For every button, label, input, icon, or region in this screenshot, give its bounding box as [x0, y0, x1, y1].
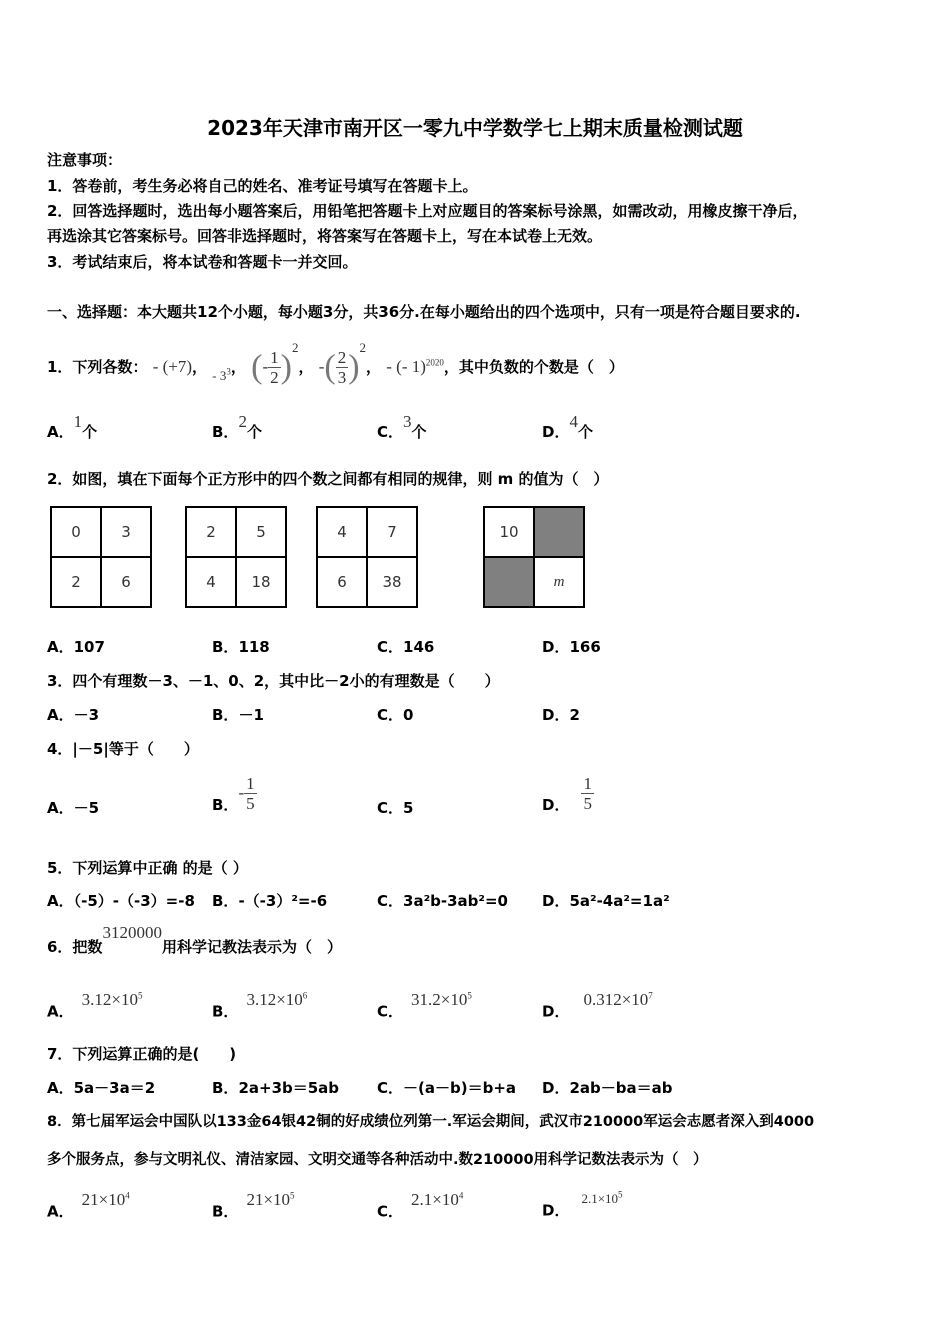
question-8: 8．第七届军运会中国队以133金64银42铜的好成绩位列第一.军运会期间，武汉市210000军运会志愿者深入到4000	[47, 1114, 815, 1130]
shaded-cell	[534, 507, 584, 557]
question-7: 7．下列运算正确的是( )	[47, 1045, 237, 1063]
fraction: $\frac{1}{5}$	[246, 774, 255, 813]
number-square: 2 5 4 18	[185, 506, 287, 608]
number-square: 4 7 6 38	[316, 506, 418, 608]
fraction: $\frac{1}{2}$	[270, 348, 279, 387]
fraction: $\frac{1}{5}$	[583, 774, 592, 813]
option-c[interactable]: C．－(a－b)＝b+a	[377, 1079, 517, 1097]
math-expr: - (- 1)$^{2020}$	[386, 357, 444, 376]
question-8-cont: 多个服务点，参与文明礼仪、清洁家园、文明交通等各种活动中.数210000用科学记数法表示为（ ）	[47, 1152, 708, 1168]
math-sign: -	[262, 357, 269, 376]
option-a[interactable]: A．5a－3a＝2	[47, 1079, 156, 1097]
notes-heading: 注意事项：	[47, 151, 123, 169]
option-a[interactable]: A．107	[47, 638, 105, 656]
option-a[interactable]: A．$21\times 10^4$	[47, 1189, 130, 1221]
option-c[interactable]: C．$31.2\times 10^5$	[377, 989, 472, 1021]
option-a[interactable]: A．－3	[47, 706, 100, 724]
option-a[interactable]: A．（-5）-（-3）=-8	[47, 892, 195, 910]
option-b[interactable]: B．-（-3）²=-6	[212, 892, 328, 910]
option-d[interactable]: D．4个	[542, 412, 593, 441]
note-item: 再选涂其它答案标号。回答非选择题时，将答案写在答题卡上，写在本试卷上无效。	[47, 227, 603, 245]
option-b[interactable]: B．$21\times 10^5$	[212, 1189, 295, 1221]
option-b[interactable]: B．118	[212, 638, 270, 656]
question-4: 4．|－5|等于（ ）	[47, 740, 199, 758]
question-text: 1．下列各数：	[47, 358, 148, 376]
math-number: 3120000	[102, 923, 162, 942]
option-c[interactable]: C．$2.1\times 10^4$	[377, 1189, 464, 1221]
option-c[interactable]: C．0	[377, 706, 414, 724]
section-heading: 一、选择题：本大题共12个小题，每小题3分，共36分.在每小题给出的四个选项中，只有一项是符合题目要求的.	[47, 303, 801, 321]
number-square-unknown: 10 m	[483, 506, 585, 608]
separator: ，	[230, 358, 246, 376]
question-text: ，其中负数的个数是（ ）	[443, 358, 624, 376]
option-d[interactable]: D． $\frac{1}{5}$	[542, 774, 592, 814]
option-d[interactable]: D．2	[542, 706, 580, 724]
math-sign: -	[318, 357, 325, 376]
shaded-cell	[484, 557, 534, 607]
option-a[interactable]: A．$3.12\times 10^5$	[47, 989, 143, 1021]
option-d[interactable]: D．5a²-4a²=1a²	[542, 892, 670, 910]
option-b[interactable]: B．2a+3b＝5ab	[212, 1079, 340, 1097]
math-expr: - $3^3$	[212, 366, 231, 383]
option-a[interactable]: A．1个	[47, 412, 98, 441]
option-d[interactable]: D．2ab－ba＝ab	[542, 1079, 673, 1097]
number-square: 0 3 2 6	[50, 506, 152, 608]
option-c[interactable]: C．5	[377, 799, 414, 817]
option-c[interactable]: C．3a²b-3ab²=0	[377, 892, 508, 910]
option-d[interactable]: D．$0.312\times 10^7$	[542, 989, 653, 1021]
question-6: 6．把数3120000用科学记教法表示为（ ）	[47, 923, 342, 956]
question-5: 5．下列运算中正确 的是（ ）	[47, 859, 248, 877]
separator: ，	[192, 358, 208, 376]
option-d[interactable]: D．$2.1\times 10^5$	[542, 1190, 623, 1220]
option-c[interactable]: C．146	[377, 638, 435, 656]
note-item: 1．答卷前，考生务必将自己的姓名、准考证号填写在答题卡上。	[47, 177, 478, 195]
question-2: 2．如图，填在下面每个正方形中的四个数之间都有相同的规律，则 m 的值为（ ）	[47, 470, 609, 488]
option-b[interactable]: B．$3.12\times 10^6$	[212, 989, 308, 1021]
note-item: 2．回答选择题时，选出每小题答案后，用铅笔把答题卡上对应题目的答案标号涂黑，如需改动，用橡皮擦干净后，	[47, 202, 808, 220]
separator: ，	[366, 358, 382, 376]
math-expr: - (+7)	[152, 357, 193, 376]
option-b[interactable]: B．2个	[212, 412, 262, 441]
option-a[interactable]: A．－5	[47, 799, 100, 817]
separator: ，	[298, 358, 314, 376]
question-1: 1．下列各数： - (+7)， - $3^3$， (- $\frac{1}{2}$ )$^2$， -( $\frac{2}{3}$ )$^2$， - (- 1)$^{2020}$，其中负数的个数是（ ）	[47, 340, 624, 387]
option-d[interactable]: D．166	[542, 638, 601, 656]
page-title: 2023年天津市南开区一零九中学数学七上期末质量检测试题	[207, 116, 743, 140]
question-3: 3．四个有理数－3、－1、0、2，其中比－2小的有理数是（ ）	[47, 672, 500, 690]
fraction: $\frac{2}{3}$	[337, 348, 347, 387]
option-c[interactable]: C．3个	[377, 412, 427, 441]
note-item: 3．考试结束后，将本试卷和答题卡一并交回。	[47, 253, 358, 271]
option-b[interactable]: B．－1	[212, 706, 264, 724]
option-b[interactable]: B．- $\frac{1}{5}$	[212, 774, 255, 814]
